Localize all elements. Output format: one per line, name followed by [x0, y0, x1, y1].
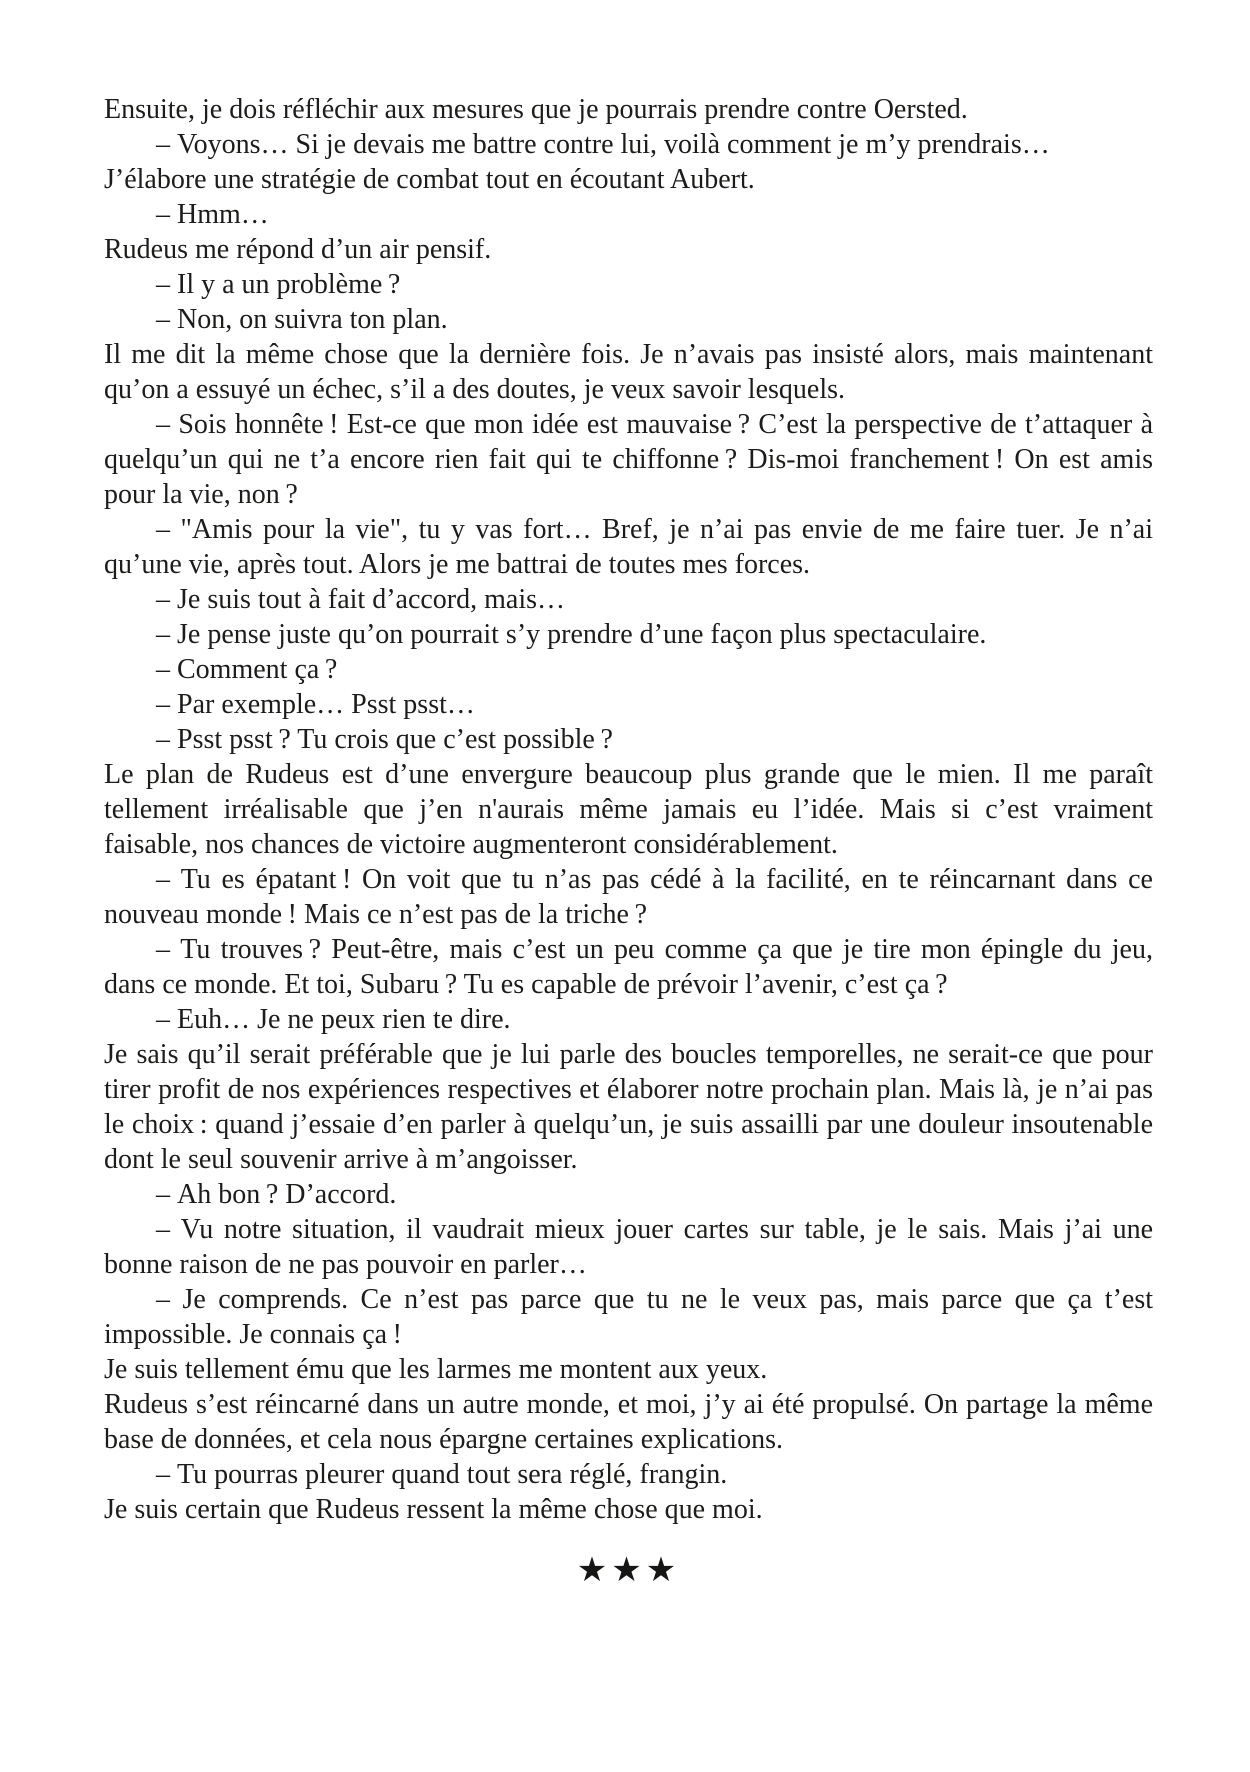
paragraph-dialogue: – Vu notre situation, il vaudrait mieux jouer cartes sur table, je le sais. Mais j’ai une bonne raison de ne pas pouvoir en parler… [104, 1214, 1153, 1280]
paragraph-narration: Je sais qu’il serait préférable que je lui parle des boucles temporelles, ne serait-ce que pour tirer profit de nos expériences respectives et élaborer notre prochain plan. Mais là, je n’ai pas le choix : quand j’essaie d’en parler à quelqu’un, je suis assailli par une douleur insoutenable dont le seul souvenir arrive à m’angoisser. [104, 1039, 1153, 1175]
paragraph-narration: Je suis tellement ému que les larmes me montent aux yeux. [104, 1354, 768, 1385]
paragraph-dialogue: – Je suis tout à fait d’accord, mais… [156, 584, 566, 615]
paragraph-dialogue: – Psst psst ? Tu crois que c’est possible ? [156, 724, 613, 755]
paragraph-narration: J’élabore une stratégie de combat tout en écoutant Aubert. [104, 164, 755, 195]
paragraph-dialogue: – Sois honnête ! Est-ce que mon idée est mauvaise ? C’est la perspective de t’attaquer à quelqu’un qui ne t’a encore rien fait qui te chiffonne ? Dis-moi franchement ! On est amis pour la vie, non ? [104, 409, 1153, 510]
paragraph-dialogue: – Tu pourras pleurer quand tout sera réglé, frangin. [156, 1459, 728, 1490]
book-page [104, 92, 1153, 1588]
paragraph-dialogue: – Non, on suivra ton plan. [156, 304, 448, 335]
paragraph-dialogue: – Par exemple… Psst psst… [156, 689, 475, 720]
paragraph-dialogue: – Je comprends. Ce n’est pas parce que tu ne le veux pas, mais parce que ça t’est impossible. Je connais ça ! [104, 1284, 1153, 1350]
text-block [104, 92, 1153, 1527]
paragraph-narration: Rudeus me répond d’un air pensif. [104, 234, 492, 265]
paragraph-narration: Il me dit la même chose que la dernière fois. Je n’avais pas insisté alors, mais maintenant qu’on a essuyé un échec, s’il a des doutes, je veux savoir lesquels. [104, 339, 1153, 405]
paragraph-dialogue: – "Amis pour la vie", tu y vas fort… Bref, je n’ai pas envie de me faire tuer. Je n’ai qu’une vie, après tout. Alors je me battrai de toutes mes forces. [104, 514, 1153, 580]
paragraph-dialogue: – Ah bon ? D’accord. [156, 1179, 397, 1210]
paragraph-narration: Je suis certain que Rudeus ressent la même chose que moi. [104, 1494, 763, 1525]
paragraph-dialogue: – Euh… Je ne peux rien te dire. [156, 1004, 511, 1035]
paragraph-dialogue: – Comment ça ? [156, 654, 338, 685]
paragraph-dialogue: – Je pense juste qu’on pourrait s’y prendre d’une façon plus spectaculaire. [156, 619, 987, 650]
paragraph-narration: Rudeus s’est réincarné dans un autre monde, et moi, j’y ai été propulsé. On partage la même base de données, et cela nous épargne certaines explications. [104, 1389, 1153, 1455]
section-break-stars: ★★★ [576, 1550, 681, 1590]
paragraph-dialogue: – Il y a un problème ? [156, 269, 401, 300]
paragraph-dialogue: – Tu trouves ? Peut-être, mais c’est un peu comme ça que je tire mon épingle du jeu, dans ce monde. Et toi, Subaru ? Tu es capable de prévoir l’avenir, c’est ça ? [104, 934, 1153, 1000]
paragraph-dialogue: – Tu es épatant ! On voit que tu n’as pas cédé à la facilité, en te réincarnant dans ce nouveau monde ! Mais ce n’est pas de la triche ? [104, 864, 1153, 930]
paragraph-dialogue: – Voyons… Si je devais me battre contre lui, voilà comment je m’y prendrais… [156, 129, 1050, 160]
paragraph-narration: Ensuite, je dois réfléchir aux mesures que je pourrais prendre contre Oersted. [104, 94, 968, 125]
paragraph-narration: Le plan de Rudeus est d’une envergure beaucoup plus grande que le mien. Il me paraît tellement irréalisable que j’en n'aurais même jamais eu l’idée. Mais si c’est vraiment faisable, nos chances de victoire augmenteront considérablement. [104, 759, 1153, 860]
paragraph-dialogue: – Hmm… [156, 199, 269, 230]
